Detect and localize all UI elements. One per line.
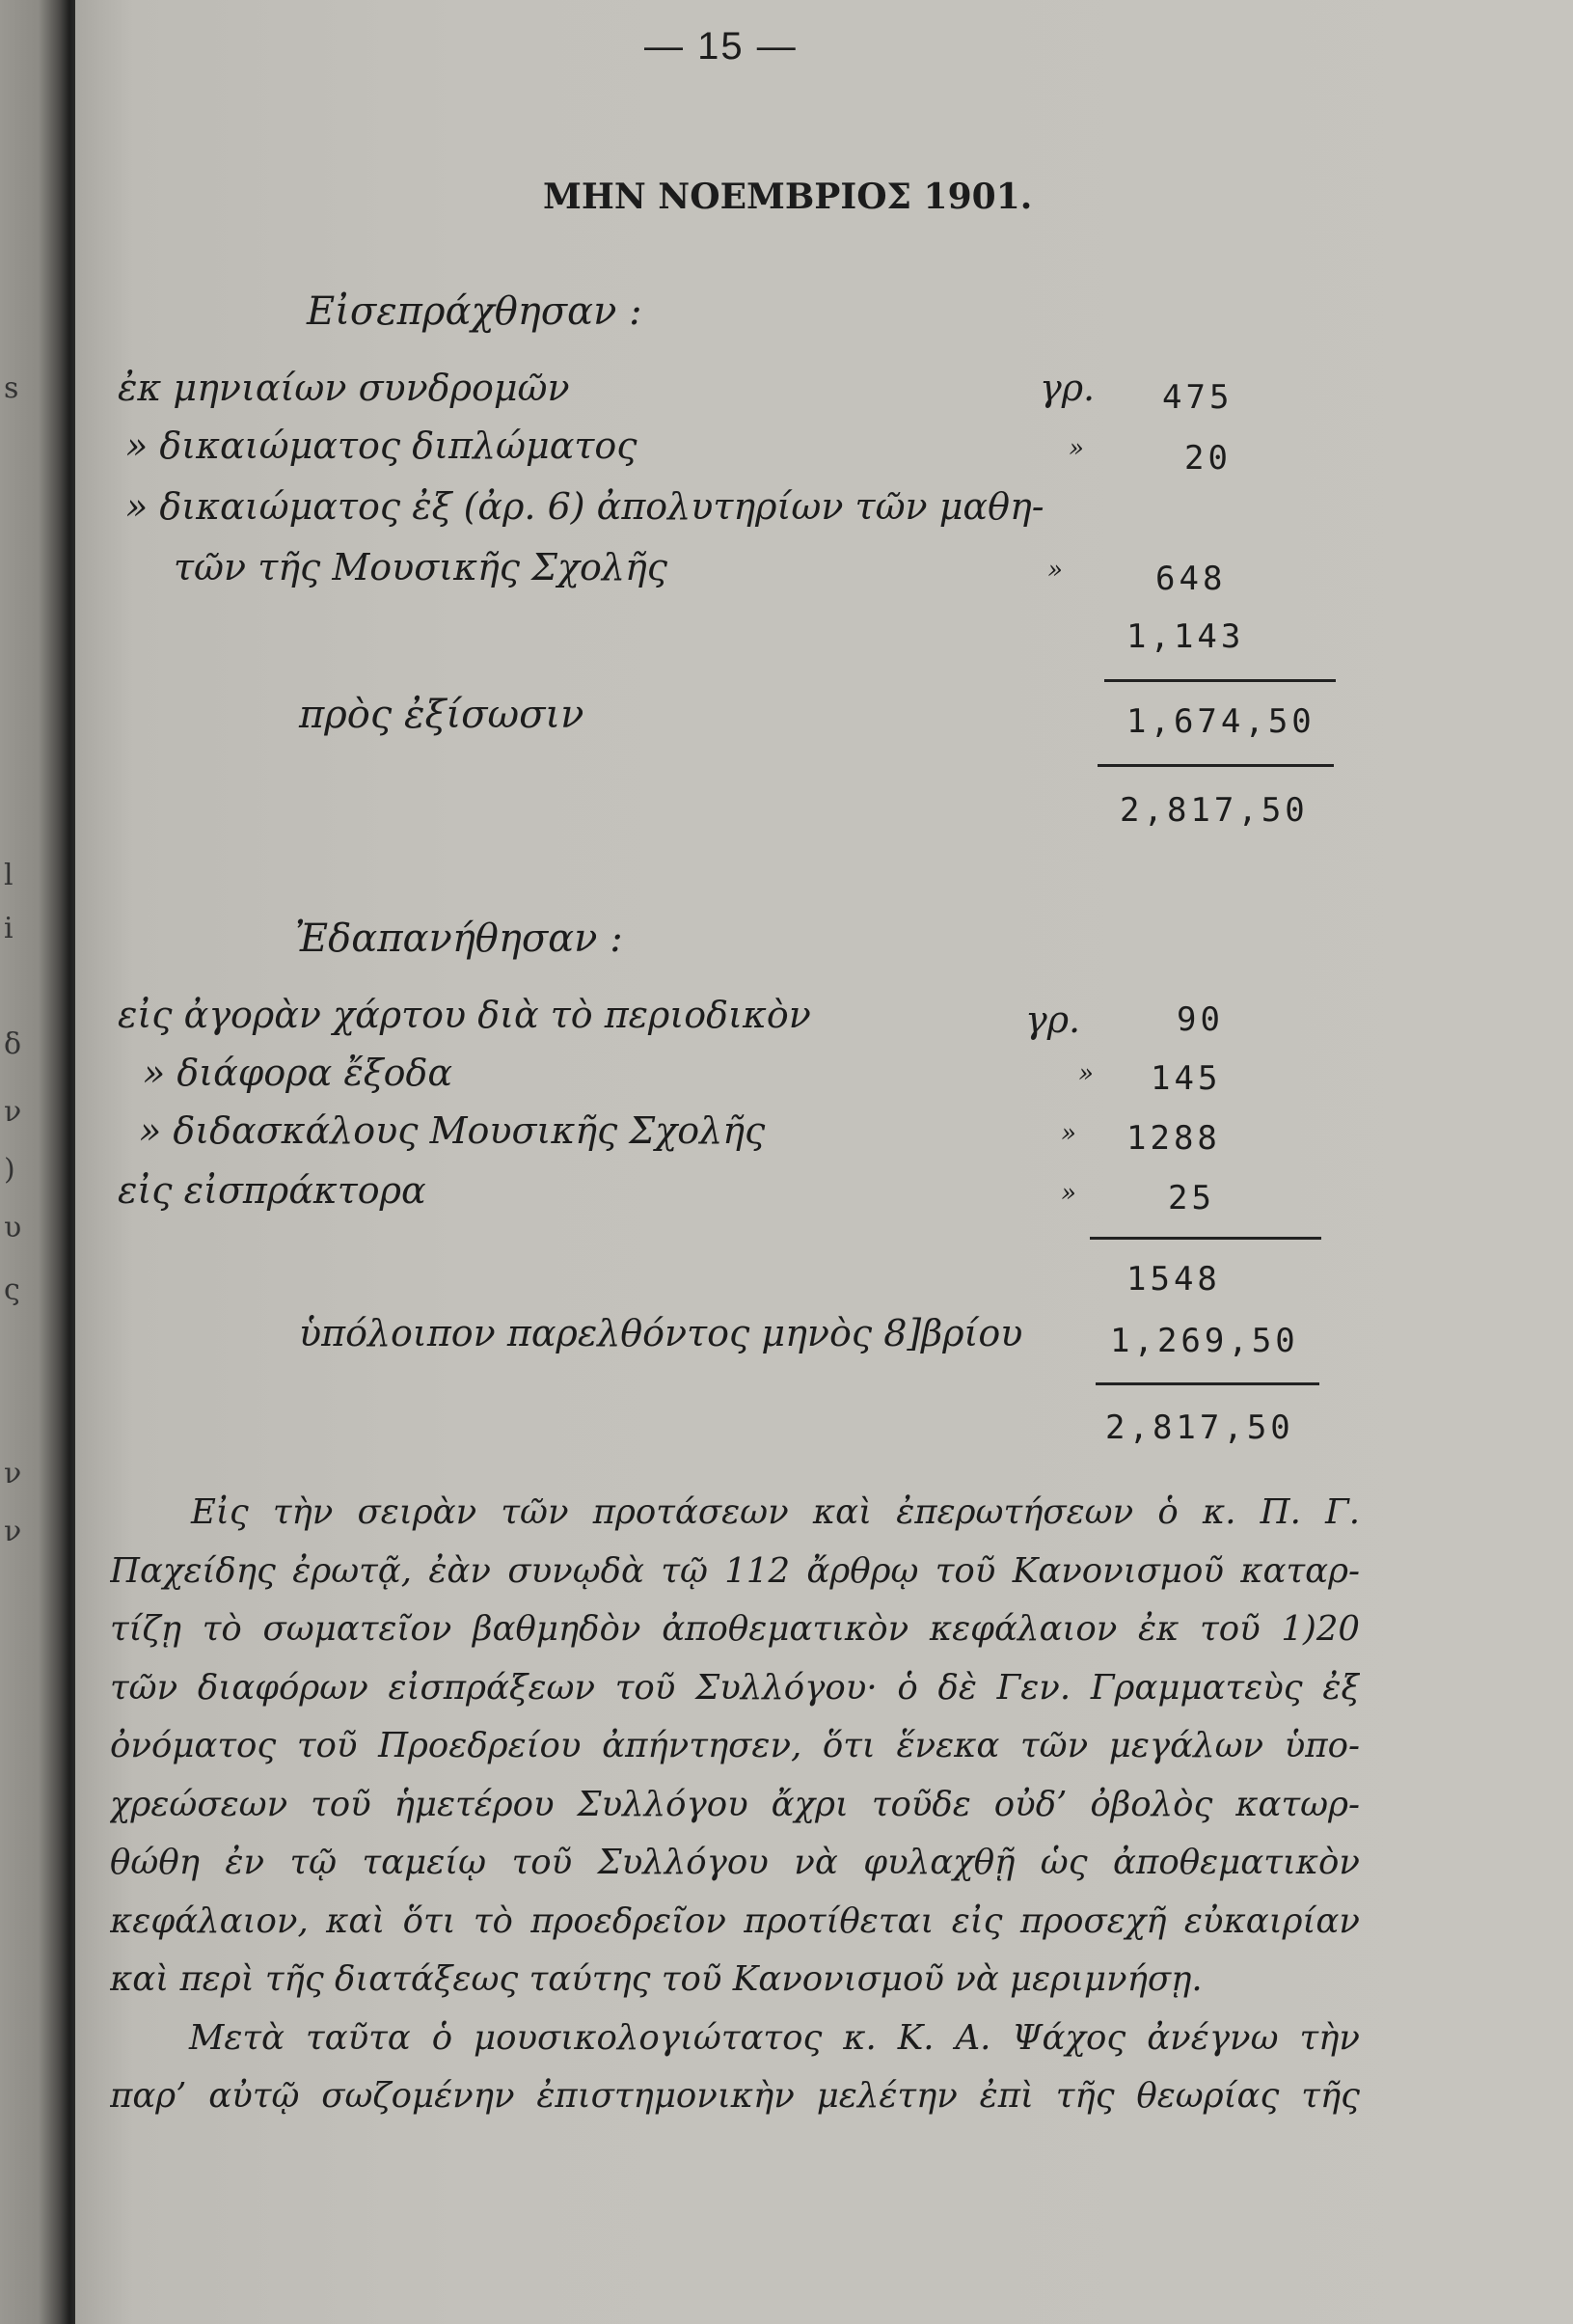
body-paragraph bbox=[110, 1484, 1360, 2126]
expense-row-amount: 1288 bbox=[1126, 1119, 1221, 1158]
margin-mark: s bbox=[4, 371, 19, 405]
margin-mark: ν bbox=[4, 1457, 22, 1490]
page-heading: ΜΗΝ ΝΟΕΜΒΡΙΟΣ 1901. bbox=[543, 177, 1033, 217]
expenses-total: 2,817,50 bbox=[1105, 1408, 1294, 1447]
income-title: Εἰσεπράχθησαν : bbox=[307, 289, 642, 334]
income-row-amount: 20 bbox=[1184, 439, 1232, 478]
text-line: Εἰς τὴν σειρὰν τῶν προτάσεων καὶ ἐπερωτήσεων ὁ κ. Π. Γ. bbox=[191, 1492, 1360, 1532]
margin-mark: ) bbox=[4, 1153, 15, 1187]
income-row-label: » δικαιώματος διπλώματος bbox=[125, 424, 637, 467]
margin-mark: ς bbox=[4, 1273, 20, 1307]
remainder-label: ὑπόλοιπον παρελθόντος μηνὸς 8]βρίου bbox=[299, 1312, 1023, 1354]
margin-mark: υ bbox=[4, 1211, 22, 1244]
text-line: ὀνόματος τοῦ Προεδρείου ἀπήντησεν, ὅτι ἕνεκα τῶν μεγάλων ὑπο- bbox=[110, 1726, 1360, 1765]
expense-row-label: » διάφορα ἔξοδα bbox=[143, 1052, 453, 1094]
expenses-subtotal: 1548 bbox=[1126, 1260, 1221, 1299]
expense-row-amount: 25 bbox=[1168, 1179, 1215, 1217]
margin-mark: l bbox=[4, 859, 14, 892]
page-number: — 15 — bbox=[644, 25, 798, 68]
balance-label: πρὸς ἐξίσωσιν bbox=[299, 693, 584, 737]
text-line: τῶν διαφόρων εἰσπράξεων τοῦ Συλλόγου· ὁ δὲ Γεν. Γραμματεὺς ἐξ bbox=[110, 1667, 1360, 1708]
income-row-unit: » bbox=[1069, 434, 1084, 463]
text-line: καὶ περὶ τῆς διατάξεως ταύτης τοῦ Κανονισμοῦ νὰ μεριμνήσῃ. bbox=[110, 1959, 1203, 1999]
text-line: παρ’ αὐτῷ σωζομένην ἐπιστημονικὴν μελέτην ἐπὶ τῆς θεωρίας τῆς bbox=[110, 2076, 1360, 2116]
page-sheet bbox=[75, 0, 1573, 2324]
text-line: Μετὰ ταῦτα ὁ μουσικολογιώτατος κ. Κ. Α. Ψάχος ἀνέγνω τὴν bbox=[189, 2017, 1360, 2058]
expense-row-amount: 145 bbox=[1151, 1059, 1222, 1098]
sum-rule bbox=[1104, 679, 1336, 682]
expense-row-unit: » bbox=[1061, 1179, 1076, 1208]
expense-row-label: εἰς εἰσπράκτορα bbox=[118, 1169, 426, 1212]
margin-mark: δ bbox=[4, 1027, 22, 1061]
text-line: θώθη ἐν τῷ ταμείῳ τοῦ Συλλόγου νὰ φυλαχθῇ ὡς ἀποθεματικὸν bbox=[110, 1843, 1360, 1882]
balance-amount: 1,674,50 bbox=[1126, 702, 1315, 741]
income-row-unit: γρ. bbox=[1040, 367, 1096, 409]
margin-mark: i bbox=[4, 912, 14, 945]
income-total: 2,817,50 bbox=[1120, 791, 1309, 830]
sum-rule bbox=[1096, 1382, 1319, 1385]
expense-row-unit: γρ. bbox=[1025, 998, 1081, 1041]
income-row-amount: 475 bbox=[1162, 378, 1234, 417]
margin-mark: ν bbox=[4, 1095, 22, 1129]
income-row-label: ἐκ μηνιαίων συνδρομῶν bbox=[118, 367, 570, 409]
income-row-label: » δικαιώματος ἐξ (ἀρ. 6) ἀπολυτηρίων τῶν μαθη- bbox=[125, 485, 1044, 528]
expense-row-amount: 90 bbox=[1177, 1000, 1224, 1039]
margin-mark: ν bbox=[4, 1515, 22, 1548]
income-row-label: τῶν τῆς Μουσικῆς Σχολῆς bbox=[174, 546, 668, 588]
expense-row-label: » διδασκάλους Μουσικῆς Σχολῆς bbox=[139, 1109, 766, 1152]
expense-row-unit: » bbox=[1078, 1059, 1094, 1088]
text-line: χρεώσεων τοῦ ἡμετέρου Συλλόγου ἄχρι τοῦδε οὐδ’ ὀβολὸς κατωρ- bbox=[110, 1784, 1360, 1824]
text-line: τίζῃ τὸ σωματεῖον βαθμηδὸν ἀποθεματικὸν κεφάλαιον ἐκ τοῦ 1)20 bbox=[110, 1609, 1360, 1649]
income-row-amount: 648 bbox=[1155, 560, 1227, 598]
income-subtotal: 1,143 bbox=[1126, 617, 1245, 656]
text-line: Παχείδης ἐρωτᾷ, ἐὰν συνῳδὰ τῷ 112 ἄρθρῳ τοῦ Κανονισμοῦ καταρ- bbox=[110, 1550, 1360, 1591]
expense-row-label: εἰς ἀγορὰν χάρτου διὰ τὸ περιοδικὸν bbox=[118, 994, 811, 1036]
expense-row-unit: » bbox=[1061, 1119, 1076, 1148]
text-line: κεφάλαιον, καὶ ὅτι τὸ προεδρεῖον προτίθεται εἰς προσεχῆ εὐκαιρίαν bbox=[110, 1900, 1360, 1941]
income-row-unit: » bbox=[1047, 556, 1063, 585]
expenses-title: Ἐδαπανήθησαν : bbox=[295, 916, 623, 961]
sum-rule bbox=[1098, 764, 1334, 767]
remainder-amount: 1,269,50 bbox=[1110, 1322, 1299, 1360]
sum-rule bbox=[1090, 1237, 1321, 1240]
